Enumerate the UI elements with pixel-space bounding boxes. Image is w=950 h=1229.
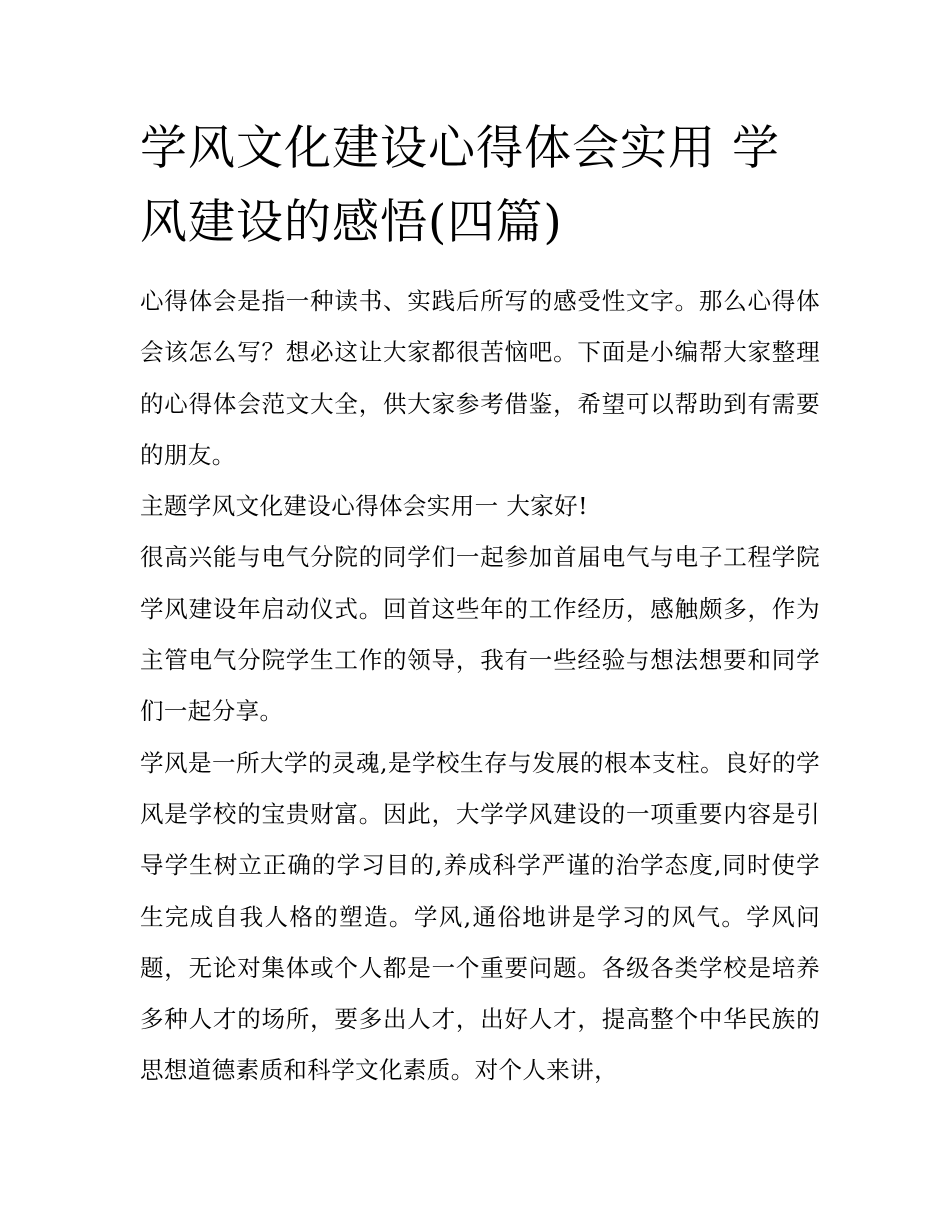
document-title: 学风文化建设心得体会实用 学风建设的感悟(四篇): [140, 121, 780, 250]
paragraph-intro: 心得体会是指一种读书、实践后所写的感受性文字。那么心得体会该怎么写？想必这让大家都很苦恼吧。下面是小编帮大家整理的心得体会范文大全，供大家参考借鉴，希望可以帮助到有需要的朋友。: [140, 287, 820, 469]
document-body: [140, 276, 820, 1097]
paragraph-topic-heading: 主题学风文化建设心得体会实用一 大家好!: [140, 492, 588, 521]
paragraph-opening: 很高兴能与电气分院的同学们一起参加首届电气与电子工程学院学风建设年启动仪式。回首这些年的工作经历，感触颇多，作为主管电气分院学生工作的领导，我有一些经验与想法想要和同学们一起分享。: [140, 543, 820, 726]
paragraph-study-style: 学风是一所大学的灵魂,是学校生存与发展的根本支柱。良好的学风是学校的宝贵财富。因此，大学学风建设的一项重要内容是引导学生树立正确的学习目的,养成科学严谨的治学态度,同时使学生完成自我人格的塑造。学风,通俗地讲是学习的风气。学风问题，无论对集体或个人都是一个重要问题。各级各类学校是培养多种人才的场所，要多出人才，出好人才，提高整个中华民族的思想道德素质和科学文化素质。对个人来讲，: [140, 748, 820, 1085]
